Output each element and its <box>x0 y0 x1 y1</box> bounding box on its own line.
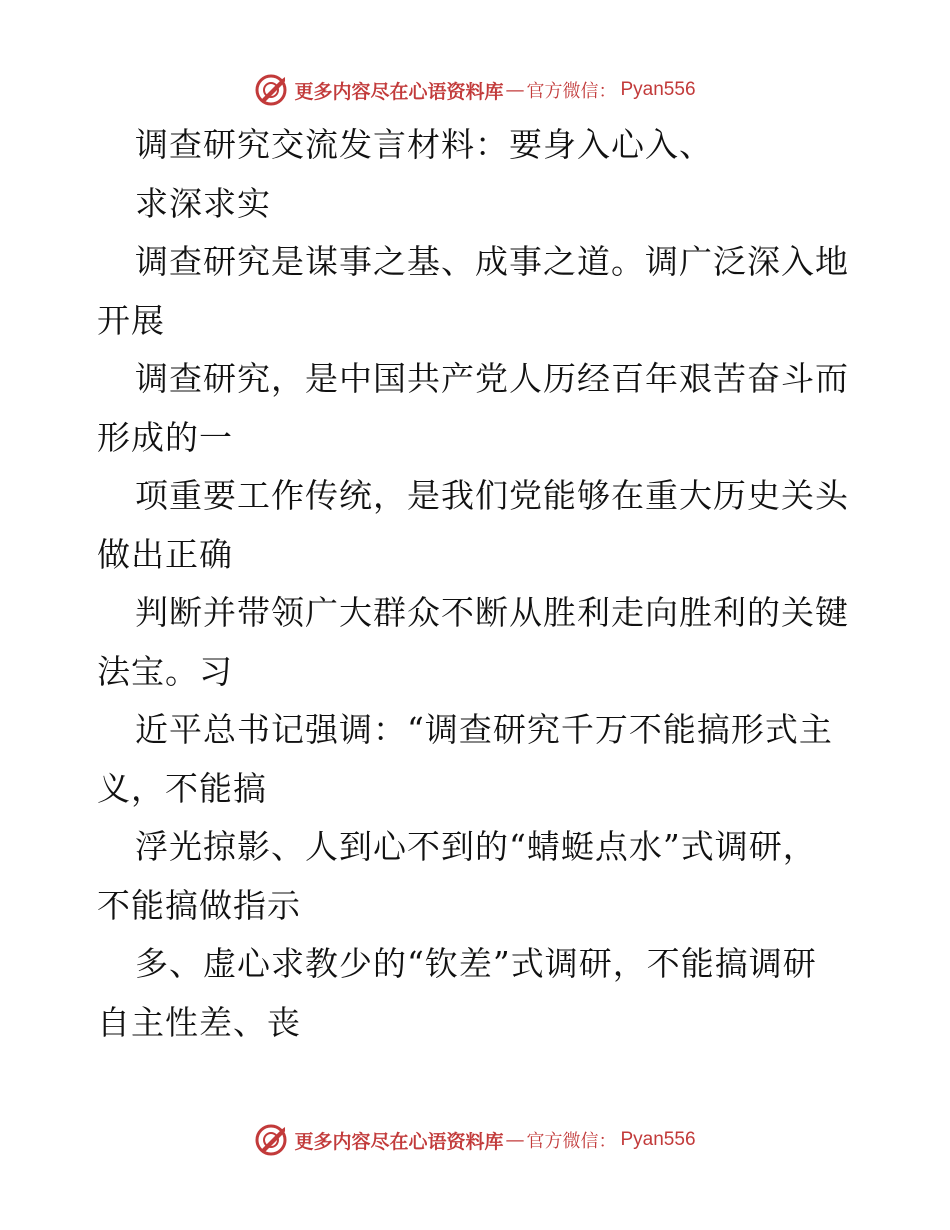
paragraph-line: 做出正确 <box>97 534 233 574</box>
header-wechat-id: Pyan556 <box>620 79 696 100</box>
paragraph-line: 调查研究交流发言材料：要身入心入、 <box>135 125 713 164</box>
document-body <box>97 116 857 1052</box>
footer-wechat-id: Pyan556 <box>620 1129 696 1150</box>
header-separator: — <box>505 79 525 101</box>
paragraph-line: 求深求实 <box>135 183 271 223</box>
paragraph-line: 自主性差、丧 <box>97 1002 301 1042</box>
logo-icon <box>254 1123 288 1157</box>
header-banner <box>0 70 950 110</box>
header-site-text: 更多内容尽在心语资料库 <box>294 80 504 103</box>
footer-wechat-label: 官方微信： <box>526 1131 617 1152</box>
paragraph-line: 近平总书记强调：“调查研究千万不能搞形式主 <box>135 710 833 749</box>
logo-icon <box>254 73 288 107</box>
footer-site-text: 更多内容尽在心语资料库 <box>294 1130 504 1153</box>
paragraph-line: 法宝。习 <box>97 651 233 691</box>
paragraph-line: 多、虚心求教少的“钦差”式调研，不能搞调研 <box>135 944 817 983</box>
paragraph-line: 义，不能搞 <box>97 768 267 808</box>
paragraph-line: 不能搞做指示 <box>97 885 301 925</box>
paragraph-line: 判断并带领广大群众不断从胜利走向胜利的关键 <box>135 593 849 632</box>
paragraph-line: 调查研究是谋事之基、成事之道。调广泛深入地 <box>135 242 849 281</box>
footer-banner <box>0 1120 950 1160</box>
paragraph-line: 开展 <box>97 300 165 340</box>
paragraph-line: 浮光掠影、人到心不到的“蜻蜓点水”式调研， <box>135 827 817 866</box>
paragraph-line: 调查研究，是中国共产党人历经百年艰苦奋斗而 <box>135 359 849 398</box>
paragraph-line: 形成的一 <box>97 417 233 457</box>
header-wechat-label: 官方微信： <box>526 81 617 102</box>
paragraph-line: 项重要工作传统，是我们党能够在重大历史关头 <box>135 476 849 515</box>
footer-separator: — <box>505 1129 525 1151</box>
